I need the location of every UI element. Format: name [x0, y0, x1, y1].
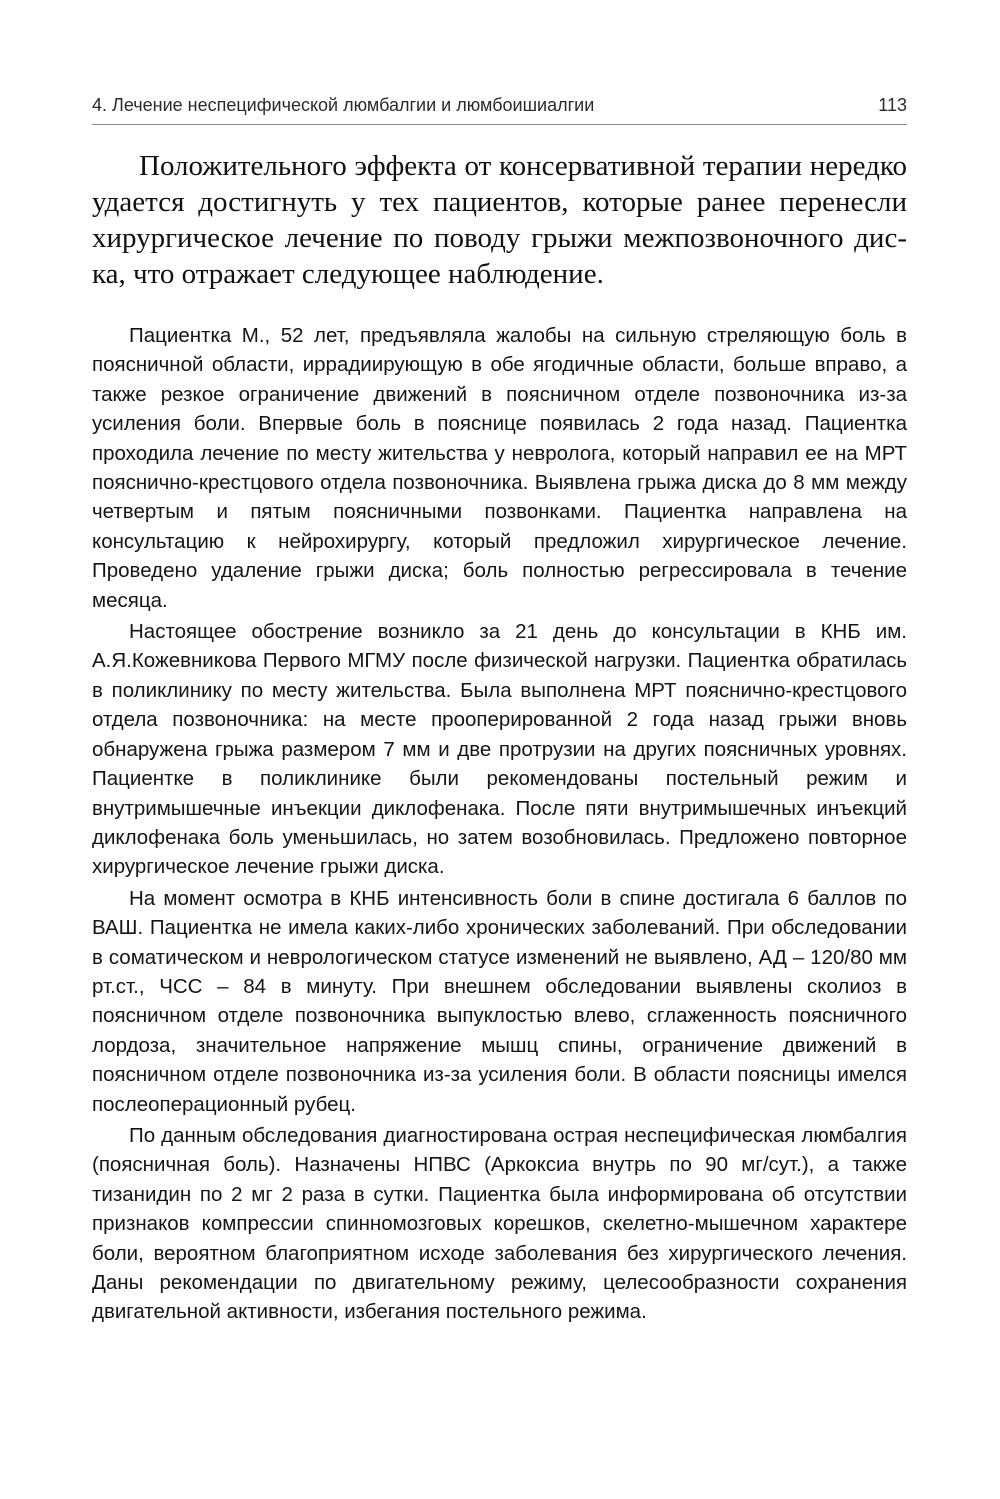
case-paragraph-treatment: По данным обследования диагностирована острая неспецифическая люмбалгия (поясничная боль). Назначены НПВС (Аркоксиа внутрь по 90 мг/сут.), а также тизанидин по 2 мг 2 раза в сутки. Пациентка была информирована об отсутствии признаков компрессии спинномозговых корешков, скелетно-мышечном характере боли, вероятном благоприятном исходе заболевания без хирургического лечения. Даны рекомендации по двигательному режиму, целесообразности сохранения двигательной активности, избегания постельного режима.	[92, 1123, 907, 1324]
case-report	[92, 321, 907, 1329]
chapter-title: 4. Лечение неспецифической люмбалгии и люмбоишиалгии	[92, 95, 595, 115]
case-paragraph-examination: На момент осмотра в КНБ интенсивность боли в спине достигала 6 баллов по ВАШ. Пациентка не имела каких-либо хронических заболеваний. При обследовании в соматическом и неврологическом статусе изменений не выявлено, АД – 120/80 мм рт.ст., ЧСС – 84 в минуту. При внешнем обследовании выявлены сколиоз в поясничном отделе позвоночника выпуклостью влево, сглаженность поясничного лордоза, значительное напряжение мышц спины, ограничение движений в поясничном отделе позвоночника из-за усиления боли. В области поясницы имелся послеоперационный рубец.	[92, 886, 907, 1116]
page-number: 113	[878, 95, 907, 115]
intro-paragraph: Положительного эффекта от консервативной терапии нередко удается достигнуть у тех пациентов, которые ранее перенесли хирургическое лечение по поводу грыжи межпозвоночного диска, что отражает следующее наблюдение.	[92, 150, 907, 290]
case-paragraph-exacerbation: Настоящее обострение возникло за 21 день до консультации в КНБ им. А.Я.Кожевникова Первого МГМУ после физической нагрузки. Пациентка обратилась в поликлинику по месту жительства. Была выполнена МРТ пояснично-крестцового отдела позвоночника: на месте прооперированной 2 года назад грыжи вновь обнаружена грыжа размером 7 мм и две протрузии на других поясничных уровнях. Пациентке в поликлинике были рекомендованы постельный режим и внутримышечные инъекции диклофенака. После пяти внутримышечных инъекций диклофенака боль уменьшилась, но затем возобновилась. Предложено повторное хирургическое лечение грыжи диска.	[92, 620, 907, 879]
case-paragraph-complaints: Пациентка М., 52 лет, предъявляла жалобы на сильную стреляющую боль в поясничной области, иррадиирующую в обе ягодичные области, больше вправо, а также резкое ограничение движений в поясничном отделе позвоночника из-за усиления боли. Впервые боль в пояснице появилась 2 года назад. Пациентка проходила лечение по месту жительства у невролога, который направил ее на МРТ пояснично-крестцового отдела позвоночника. Выявлена грыжа диска до 8 мм между четвертым и пятым поясничными позвонками. Пациентка направлена на консультацию к нейрохирургу, который предложил хирургическое лечение. Проведено удаление грыжи диска; боль полностью регрессировала в течение месяца.	[92, 324, 907, 612]
running-header	[92, 92, 907, 125]
